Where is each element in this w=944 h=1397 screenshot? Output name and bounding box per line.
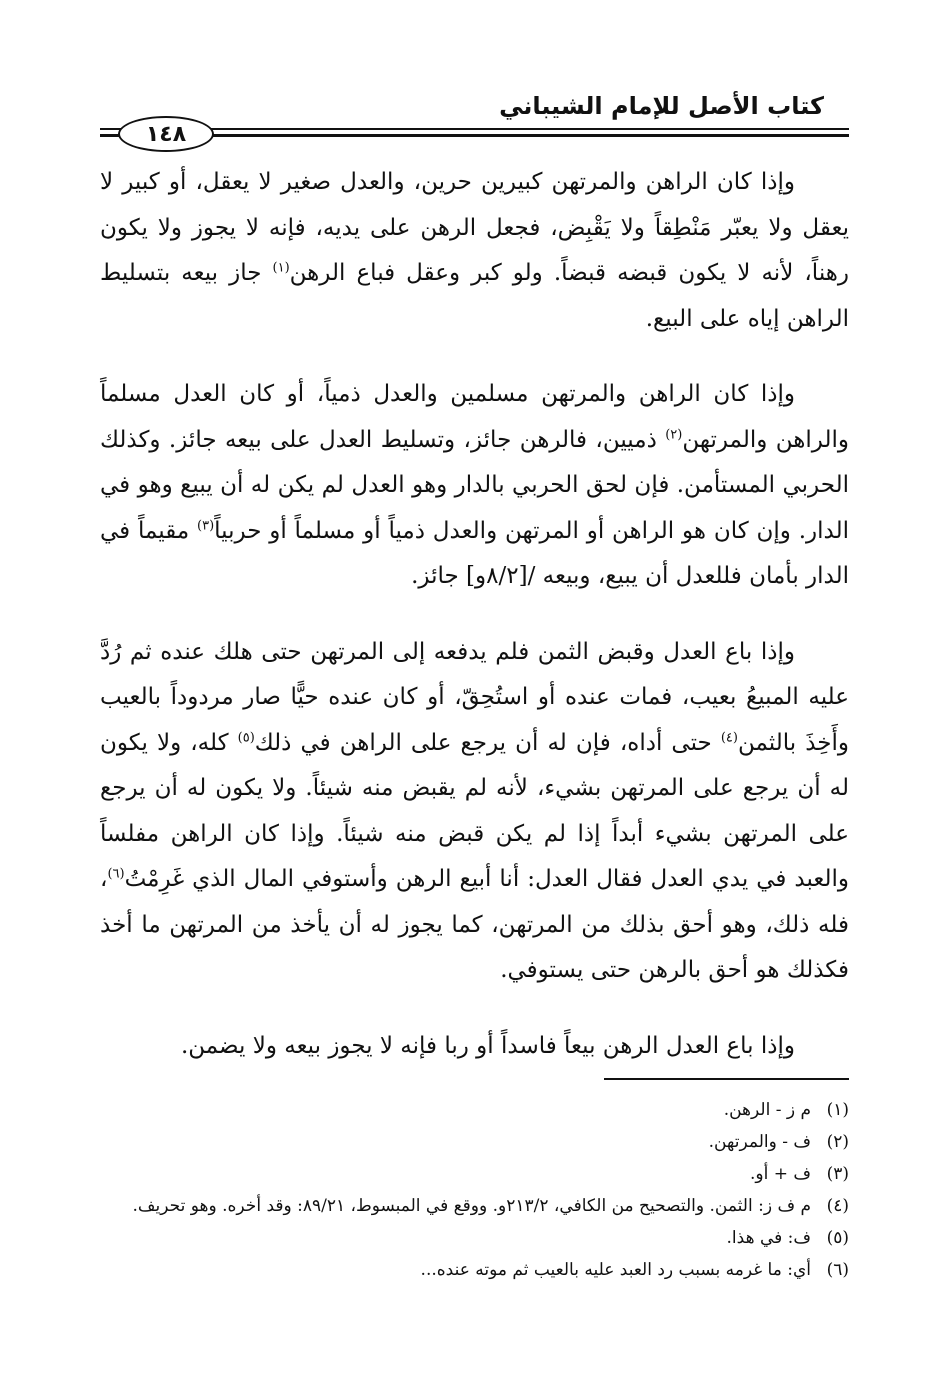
footnote-number: (١) <box>826 1100 849 1120</box>
text-run: وإذا باع العدل الرهن بيعاً فاسداً أو ربا فإنه لا يجوز بيعه ولا يضمن. <box>180 1032 795 1059</box>
footnote-separator <box>604 1078 849 1080</box>
text-run: ، فله ذلك، وهو أحق بذلك من المرتهن، كما يجوز له أن يأخذ من المرتهن ما أخذ فكذلك هو أحق بالرهن حتى يستوفي. <box>100 866 849 983</box>
page-number-badge: ١٤٨ <box>118 116 214 152</box>
paragraph <box>100 160 849 342</box>
footnote-ref: (٦) <box>107 866 125 882</box>
footnote-text: ف: في هذا. <box>726 1228 811 1248</box>
text-run: كله، ولا يكون له أن يرجع على المرتهن بشيء، لأنه لم يقبض منه شيئاً. ولا يكون له أن يرجع على المرتهن بشيء أبداً إذا لم يكن قبض منه شيئاً. وإذا كان الراهن مفلساً والعبد في يدي العدل فقال العدل: أنا أبيع الرهن وأستوفي المال الذي غَرِمْتُ <box>100 729 849 892</box>
running-header-title: كتاب الأصل للإمام الشيباني <box>499 92 824 120</box>
paragraph <box>100 630 849 994</box>
text-run: جاز بيعه بتسليط الراهن إياه على البيع. <box>100 260 849 332</box>
footnote-ref: (٣) <box>197 517 215 533</box>
paragraph <box>100 1024 849 1070</box>
footnote-text: ف + أو. <box>749 1164 811 1184</box>
footnote-ref: (٤) <box>720 729 738 745</box>
text-run: وإذا باع العدل وقبض الثمن فلم يدفعه إلى المرتهن حتى هلك عنده ثم رُدَّ عليه المبيعُ بعيب، فمات عنده أو استُحِقّ، أو كان عنده حيًّا صار مردوداً بالعيب وأَخِذَ بالثمن <box>100 638 849 756</box>
footnote-number: (٦) <box>826 1260 849 1280</box>
footnote <box>100 1094 849 1126</box>
footnote <box>100 1158 849 1190</box>
text-run: مقيماً في الدار بأمان فللعدل أن يبيع، وبيعه /[٨/٢و] جائز. <box>100 517 849 589</box>
footnote-number: (٥) <box>826 1228 849 1248</box>
footnote-ref: (١) <box>272 260 290 276</box>
footnotes <box>100 1094 849 1286</box>
footnote <box>100 1222 849 1254</box>
footnote-number: (٢) <box>826 1132 849 1152</box>
footnote <box>100 1254 849 1286</box>
footnote-text: أي: ما غرمه بسبب رد العبد عليه بالعيب ثم موته عنده... <box>420 1260 811 1280</box>
main-text <box>100 160 849 1099</box>
text-run: وإذا كان الراهن والمرتهن كبيرين حرين، والعدل صغير لا يعقل، أو كبير لا يعقل ولا يعبّر مَنْطِقاً ولا يَقْبِض، فجعل الرهن على يديه، فإنه لا يجوز ولا يكون رهناً، لأنه لا يكون قبضه قبضاً. ولو كبر وعقل فباع الرهن <box>100 169 849 286</box>
text-run: وإذا كان الراهن والمرتهن مسلمين والعدل ذمياً، أو كان العدل مسلماً والراهن والمرتهن <box>100 381 849 453</box>
footnote <box>100 1126 849 1158</box>
footnote-ref: (٢) <box>665 426 683 442</box>
text-run: حتى أداه، فإن له أن يرجع على الراهن في ذلك <box>254 729 721 756</box>
text-run: ذميين، فالرهن جائز، وتسليط العدل على بيعه جائز. وكذلك الحربي المستأمن. فإن لحق الحربي بالدار وهو العدل لم يكن له أن يبيع وهو في الدار. وإن كان هو الراهن أو المرتهن والعدل ذمياً أو مسلماً أو حربياً <box>100 426 849 544</box>
footnote <box>100 1190 849 1222</box>
footnote-text: م ف ز: الثمن. والتصحيح من الكافي، ٢١٣/٢و. ووقع في المبسوط، ٨٩/٢١: وقد أخره. وهو تحريف. <box>132 1196 811 1216</box>
paragraph <box>100 372 849 600</box>
footnote-ref: (٥) <box>237 729 255 745</box>
footnote-number: (٣) <box>826 1164 849 1184</box>
footnote-text: م ز - الرهن. <box>723 1100 811 1120</box>
footnote-number: (٤) <box>826 1196 849 1216</box>
footnote-text: ف - والمرتهن. <box>708 1132 811 1152</box>
